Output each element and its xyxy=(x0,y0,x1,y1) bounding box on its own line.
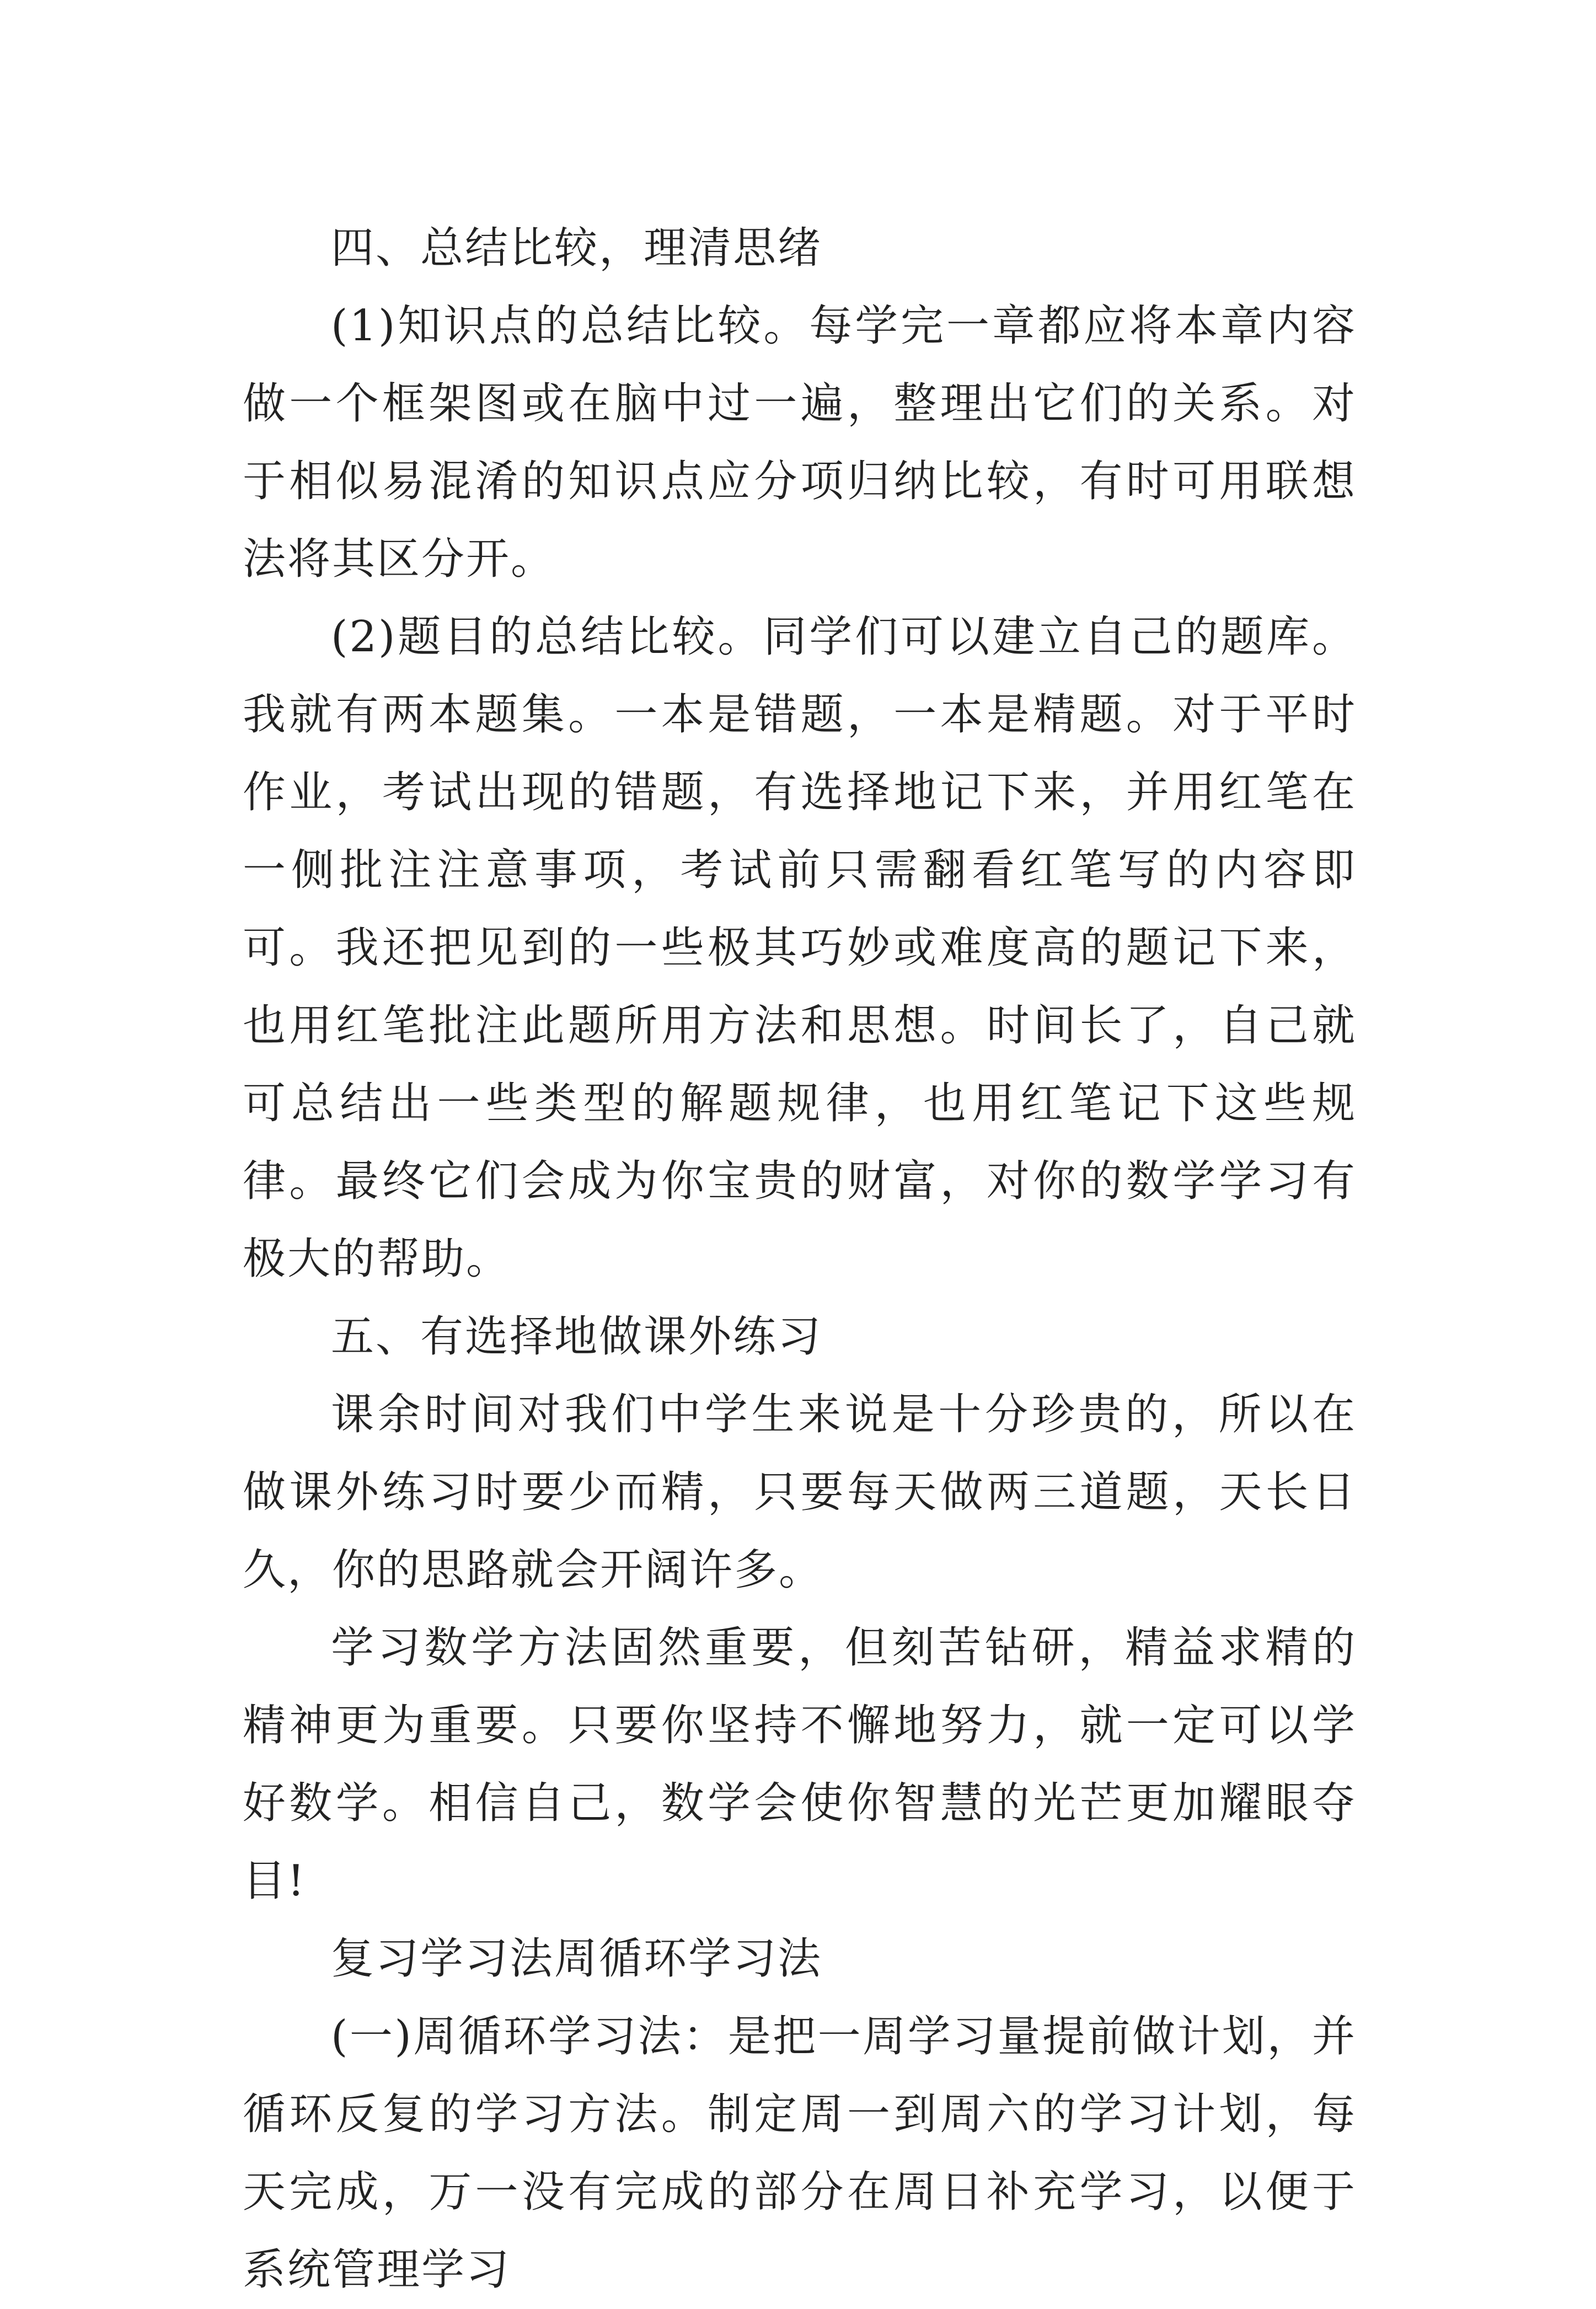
paragraph-question-summary: (2)题目的总结比较。同学们可以建立自己的题库。我就有两本题集。一本是错题，一本是精题。对于平时作业，考试出现的错题，有选择地记下来，并用红笔在一侧批注注意事项，考试前只需翻看红笔写的内容即可。我还把见到的一些极其巧妙或难度高的题记下来，也用红笔批注此题所用方法和思想。时间长了，自己就可总结出一些类型的解题规律，也用红笔记下这些规律。最终它们会成为你宝贵的财富，对你的数学学习有极大的帮助。 xyxy=(243,612,1357,1284)
section-heading-review: 复习学习法周循环学习法 xyxy=(331,1934,823,1984)
section-heading-5: 五、有选择地做课外练习 xyxy=(331,1312,823,1362)
section-heading-4: 四、总结比较，理清思绪 xyxy=(331,223,823,273)
paragraph-conclusion: 学习数学方法固然重要，但刻苦钻研，精益求精的精神更为重要。只要你坚持不懈地努力，就一定可以学好数学。相信自己，数学会使你智慧的光芒更加耀眼夺目! xyxy=(243,1623,1357,1906)
paragraph-knowledge-summary: (1)知识点的总结比较。每学完一章都应将本章内容做一个框架图或在脑中过一遍，整理出它们的关系。对于相似易混淆的知识点应分项归纳比较，有时可用联想法将其区分开。 xyxy=(243,301,1357,584)
document-body xyxy=(243,210,1357,2309)
paragraph-extra-practice: 课余时间对我们中学生来说是十分珍贵的，所以在做课外练习时要少而精，只要每天做两三道题，天长日久，你的思路就会开阔许多。 xyxy=(243,1390,1357,1595)
paragraph-weekly-cycle: (一)周循环学习法：是把一周学习量提前做计划，并循环反复的学习方法。制定周一到周六的学习计划，每天完成，万一没有完成的部分在周日补充学习，以便于系统管理学习 xyxy=(243,2012,1357,2295)
